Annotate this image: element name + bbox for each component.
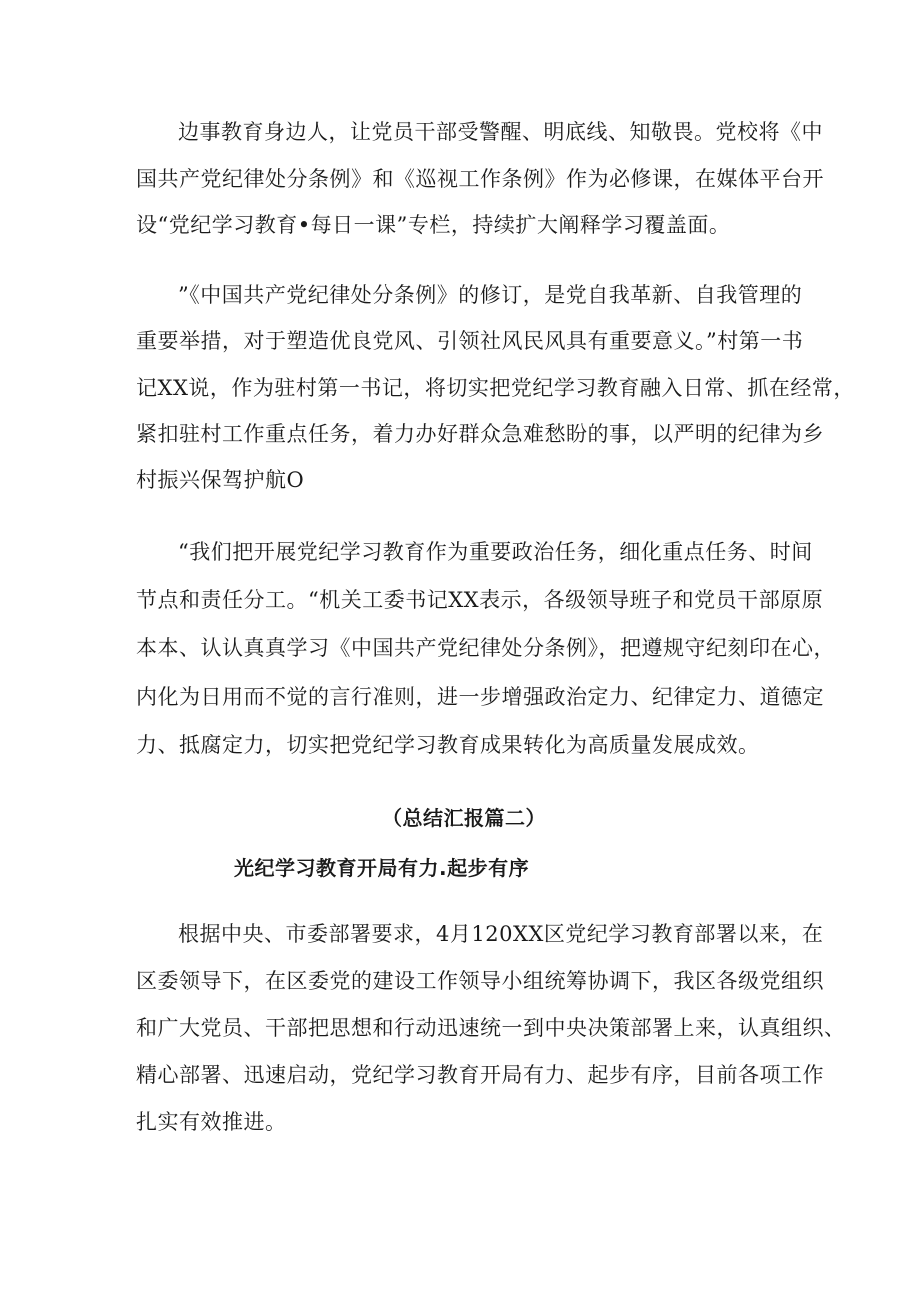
section-heading: （总结汇报篇二） <box>382 806 546 830</box>
section-subtitle: 光纪学习教育开局有力.起步有序 <box>234 856 530 880</box>
paragraph-2-line-4: 紧扣驻村工作重点任务，着力办好群众急难愁盼的事，以严明的纪律为乡 <box>136 422 824 446</box>
paragraph-3-line-5: 力、抵腐定力，切实把党纪学习教育成果转化为高质量发展成效。 <box>136 733 760 757</box>
paragraph-2-line-2: 重要举措，对于塑造优良党风、引领社风民风具有重要意义。”村第一书 <box>136 329 804 353</box>
paragraph-2-line-5: 村振兴保驾护航O <box>136 468 305 492</box>
paragraph-2-line-3: 记XX说，作为驻村第一书记，将切实把党纪学习教育融入日常、抓在经常， <box>136 376 855 400</box>
paragraph-1-line-3: 设“党纪学习教育•每日一课”专栏，持续扩大阐释学习覆盖面。 <box>136 213 731 237</box>
paragraph-1-line-2: 国共产党纪律处分条例》和《巡视工作条例》作为必修课，在媒体平台开 <box>136 167 824 191</box>
paragraph-4-line-3: 和广大党员、干部把思想和行动迅速统一到中央决策部署上来，认真组织、 <box>136 1016 846 1040</box>
paragraph-3-line-2: 节点和责任分工。“机关工委书记XX表示，各级领导班子和党员干部原原 <box>136 588 824 612</box>
paragraph-4-line-4: 精心部署、迅速启动，党纪学习教育开局有力、起步有序，目前各项工作 <box>136 1063 824 1087</box>
paragraph-4-line-5: 扎实有效推进。 <box>136 1110 287 1134</box>
paragraph-1-line-1: 边事教育身边人，让党员干部受警醒、明底线、知敬畏。党校将《中 <box>178 120 823 144</box>
paragraph-3-line-4: 内化为日用而不觉的言行准则，进一步增强政治定力、纪律定力、道德定 <box>136 685 824 709</box>
paragraph-2-line-1: ”《中国共产党纪律处分条例》的修订，是党自我革新、自我管理的 <box>178 283 803 307</box>
paragraph-4-line-1: 根据中央、市委部署要求，4月120XX区党纪学习教育部署以来，在 <box>178 922 824 946</box>
paragraph-3-line-1: “我们把开展党纪学习教育作为重要政治任务，细化重点任务、时间 <box>178 540 813 564</box>
paragraph-3-line-3: 本本、认认真真学习《中国共产党纪律处分条例》，把遵规守纪刻印在心， <box>136 636 835 660</box>
paragraph-4-line-2: 区委领导下，在区委党的建设工作领导小组统筹协调下，我区各级党组织 <box>136 969 824 993</box>
